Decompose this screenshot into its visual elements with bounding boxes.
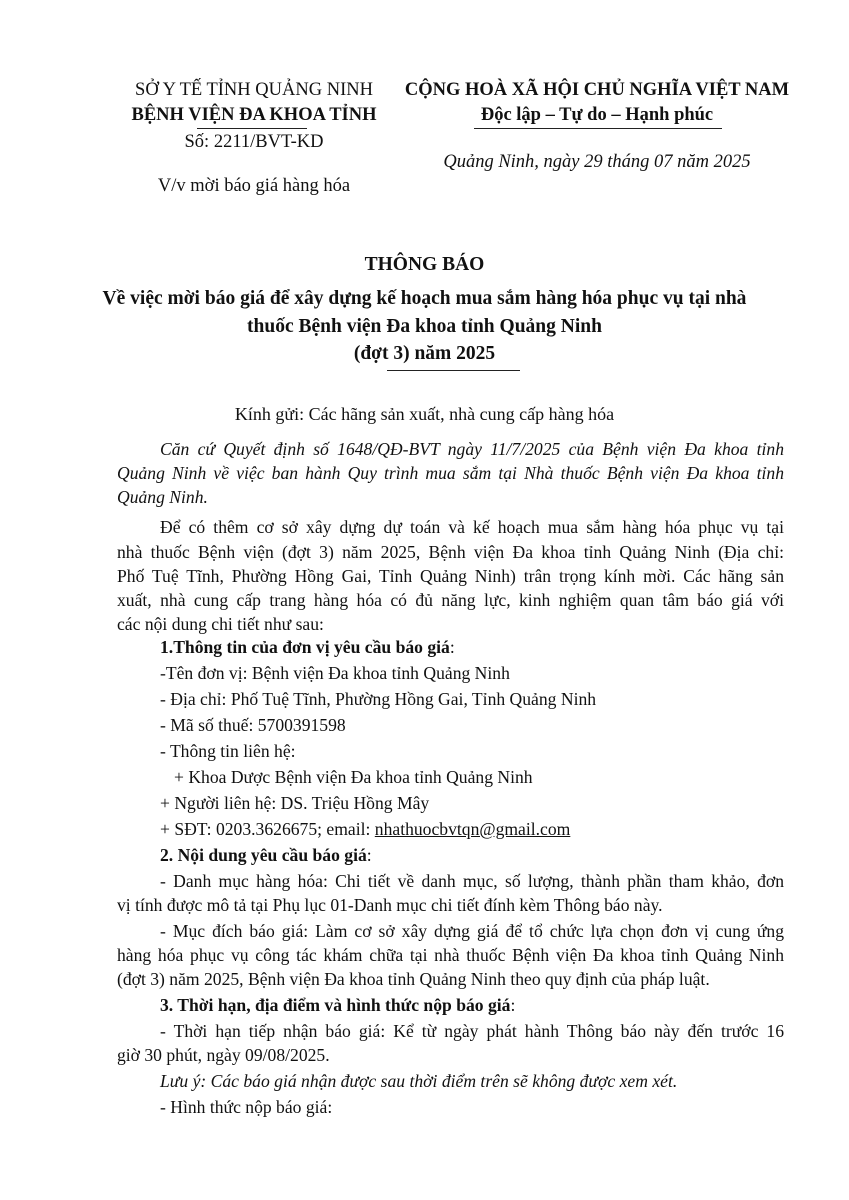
- notice-title-line1: Về việc mời báo giá để xây dựng kế hoạch mua sắm hàng hóa phục vụ tại nhà: [102, 288, 747, 309]
- motto-underline: [474, 128, 722, 129]
- notice-title-line3: (đợt 3) năm 2025: [353, 343, 496, 364]
- intro-line2: nhà thuốc Bệnh viện (đợt 3) năm 2025, Bệnh viện Đa khoa tỉnh Quảng Ninh (Địa chỉ:: [117, 542, 784, 562]
- intro-line4: xuất, nhà cung cấp trang hàng hóa có đủ năng lực, kinh nghiệm quan tâm báo giá với: [117, 590, 784, 610]
- goods-list-line2: vị tính được mô tả tại Phụ lục 01-Danh mục chi tiết đính kèm Thông báo này.: [117, 895, 663, 915]
- unit-tax-code: - Mã số thuế: 5700391598: [160, 715, 346, 735]
- contact-phone-email: + SĐT: 0203.3626675; email: nhathuocbvtqn@gmail.com: [160, 819, 571, 839]
- purpose-line1: - Mục đích báo giá: Làm cơ sở xây dựng giá để tổ chức lựa chọn đơn vị cung ứng: [160, 921, 784, 941]
- notice-title-line2: thuốc Bệnh viện Đa khoa tỉnh Quảng Ninh: [247, 316, 602, 337]
- place-date: Quảng Ninh, ngày 29 tháng 07 năm 2025: [443, 152, 751, 172]
- country-name: CỘNG HOÀ XÃ HỘI CHỦ NGHĨA VIỆT NAM: [404, 80, 790, 100]
- contact-department: + Khoa Dược Bệnh viện Đa khoa tỉnh Quảng Ninh: [174, 767, 533, 787]
- intro-line3: Phố Tuệ Tĩnh, Phường Hồng Gai, Tỉnh Quảng Ninh) trân trọng kính mời. Các hãng sản: [117, 566, 784, 586]
- title-underline: [387, 370, 520, 371]
- section3-heading: 3. Thời hạn, địa điểm và hình thức nộp báo giá:: [160, 995, 516, 1015]
- deadline-line2: giờ 30 phút, ngày 09/08/2025.: [117, 1045, 330, 1065]
- contact-info-label: - Thông tin liên hệ:: [160, 741, 296, 761]
- purpose-line3: (đợt 3) năm 2025, Bệnh viện Đa khoa tỉnh Quảng Ninh theo quy định của pháp luật.: [117, 969, 710, 989]
- hospital-underline: [197, 128, 307, 129]
- document-subject: V/v mời báo giá hàng hóa: [157, 176, 351, 196]
- document-number: Số: 2211/BVT-KD: [184, 132, 324, 152]
- unit-address: - Địa chỉ: Phố Tuệ Tĩnh, Phường Hồng Gai, Tỉnh Quảng Ninh: [160, 689, 597, 709]
- section2-heading: 2. Nội dung yêu cầu báo giá:: [160, 845, 372, 865]
- intro-line1: Để có thêm cơ sở xây dựng dự toán và kế hoạch mua sắm hàng hóa phục vụ tại: [160, 517, 784, 537]
- basis-line3: Quảng Ninh.: [117, 487, 208, 507]
- unit-name: -Tên đơn vị: Bệnh viện Đa khoa tỉnh Quảng Ninh: [160, 663, 510, 683]
- notice-heading: THÔNG BÁO: [364, 254, 485, 275]
- issuing-department: SỞ Y TẾ TỈNH QUẢNG NINH: [135, 80, 373, 100]
- basis-line2: Quảng Ninh về việc ban hành Quy trình mua sắm tại Nhà thuốc Bệnh viện Đa khoa tỉnh: [117, 463, 784, 483]
- basis-line1: Căn cứ Quyết định số 1648/QĐ-BVT ngày 11/7/2025 của Bệnh viện Đa khoa tỉnh: [160, 439, 784, 459]
- contact-person: + Người liên hệ: DS. Triệu Hồng Mây: [160, 793, 430, 813]
- intro-line5: các nội dung chi tiết như sau:: [117, 614, 324, 634]
- email-link[interactable]: nhathuocbvtqn@gmail.com: [374, 819, 571, 839]
- hospital-name: BỆNH VIỆN ĐA KHOA TỈNH: [131, 105, 377, 125]
- submission-method: - Hình thức nộp báo giá:: [160, 1097, 333, 1117]
- deadline-line1: - Thời hạn tiếp nhận báo giá: Kể từ ngày phát hành Thông báo này đến trước 16: [160, 1021, 784, 1041]
- national-motto: Độc lập – Tự do – Hạnh phúc: [480, 105, 714, 125]
- section1-heading: 1.Thông tin của đơn vị yêu cầu báo giá:: [160, 637, 455, 657]
- recipient-line: Kính gửi: Các hãng sản xuất, nhà cung cấp hàng hóa: [234, 404, 615, 424]
- late-submission-note: Lưu ý: Các báo giá nhận được sau thời điểm trên sẽ không được xem xét.: [160, 1071, 678, 1091]
- goods-list-line1: - Danh mục hàng hóa: Chi tiết về danh mục, số lượng, thành phần tham khảo, đơn: [160, 871, 784, 891]
- purpose-line2: hàng hóa phục vụ công tác khám chữa tại nhà thuốc Bệnh viện Đa khoa tỉnh Quảng Ninh: [117, 945, 784, 965]
